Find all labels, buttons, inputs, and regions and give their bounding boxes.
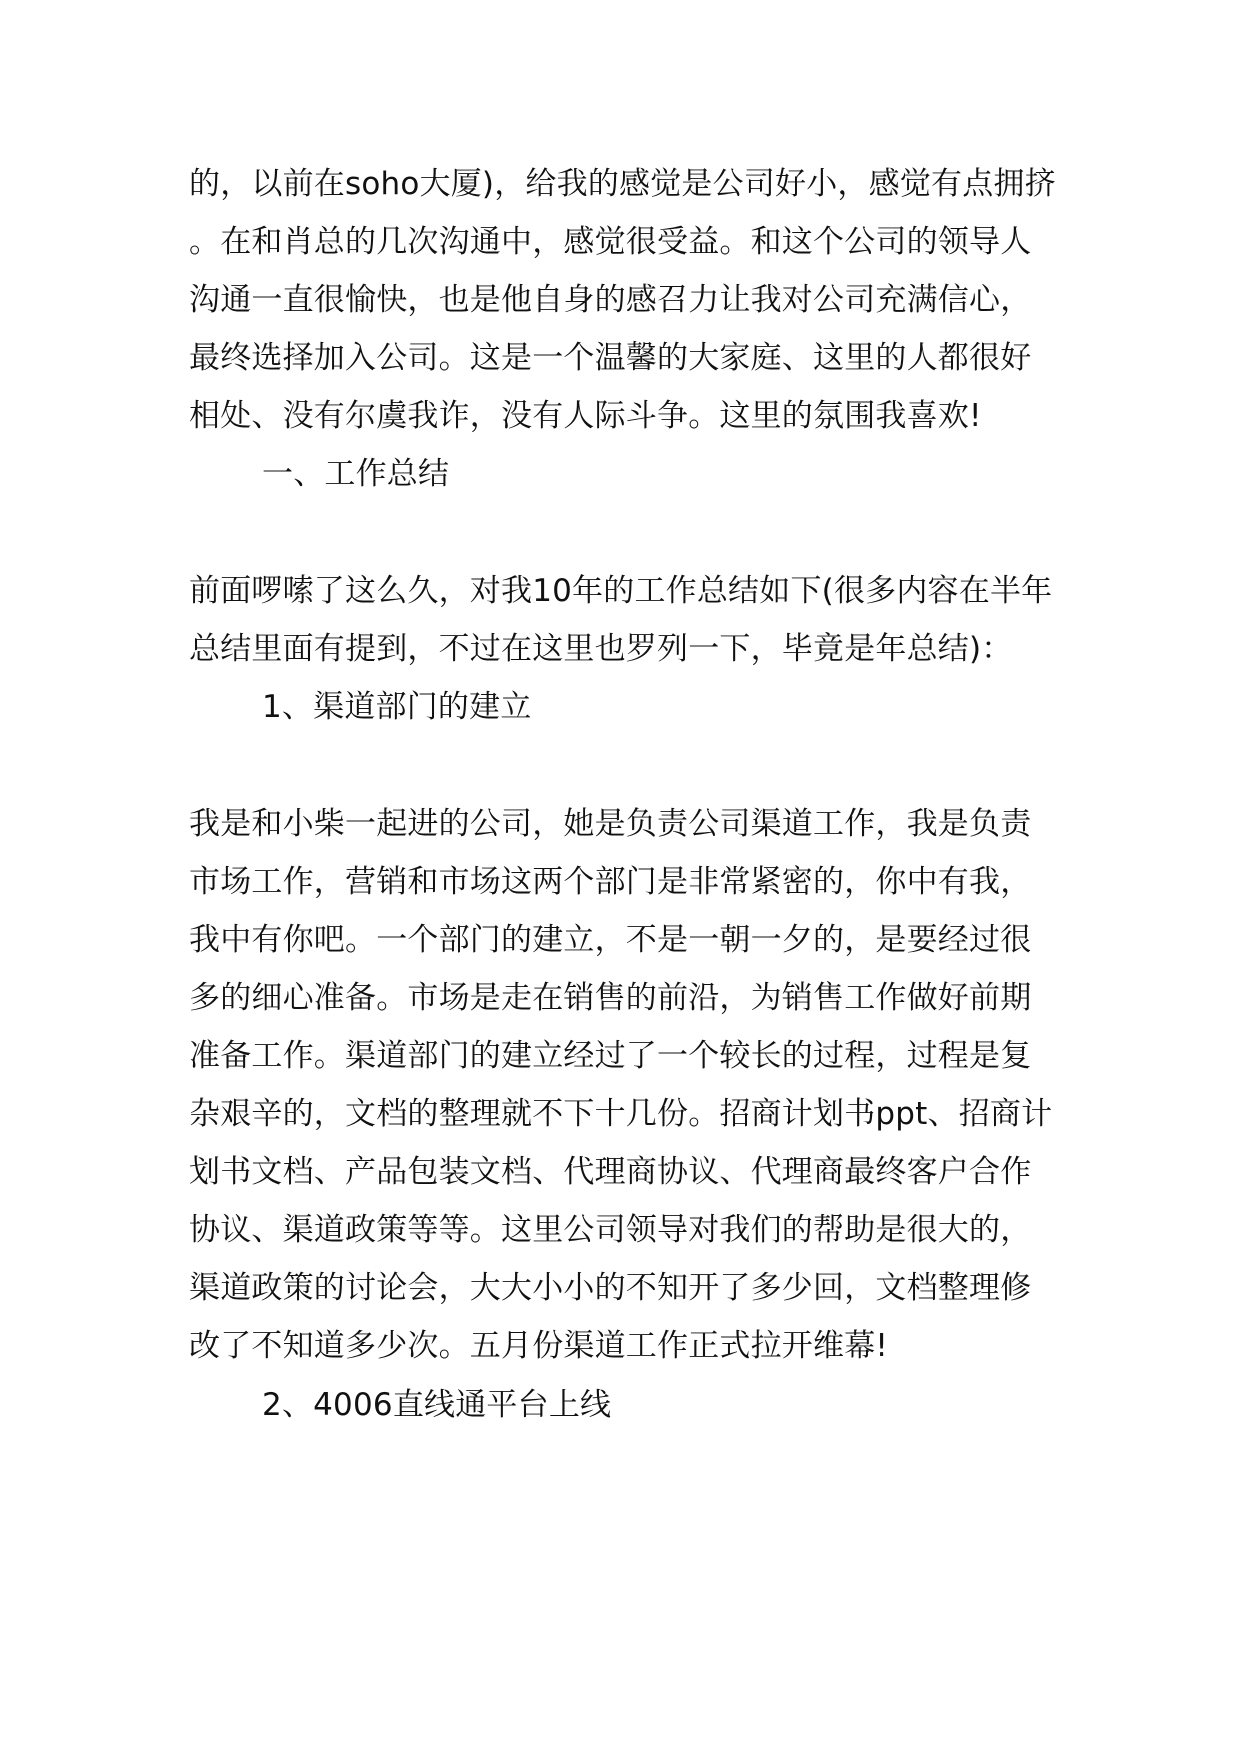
channel-line-9: 渠道政策的讨论会，大大小小的不知开了多少回，文档整理修 xyxy=(189,1270,1032,1306)
channel-line-2: 市场工作，营销和市场这两个部门是非常紧密的，你中有我， xyxy=(189,864,1032,900)
summary-line-2: 总结里面有提到，不过在这里也罗列一下，毕竟是年总结)： xyxy=(189,631,1013,667)
channel-line-3: 我中有你吧。一个部门的建立，不是一朝一夕的，是要经过很 xyxy=(189,922,1032,958)
channel-line-1: 我是和小柴一起进的公司，她是负责公司渠道工作，我是负责 xyxy=(189,806,1032,842)
intro-line-1: 的，以前在soho大厦)，给我的感觉是公司好小，感觉有点拥挤 xyxy=(189,166,1056,202)
subheading-channel-department: 1、渠道部门的建立 xyxy=(262,689,532,725)
intro-line-5: 相处、没有尔虞我诈，没有人际斗争。这里的氛围我喜欢! xyxy=(189,398,982,434)
channel-line-7: 划书文档、产品包装文档、代理商协议、代理商最终客户合作 xyxy=(189,1154,1032,1190)
intro-line-4: 最终选择加入公司。这是一个温馨的大家庭、这里的人都很好 xyxy=(189,340,1032,376)
channel-line-5: 准备工作。渠道部门的建立经过了一个较长的过程，过程是复 xyxy=(189,1038,1032,1074)
intro-line-3: 沟通一直很愉快，也是他自身的感召力让我对公司充满信心， xyxy=(189,282,1032,318)
intro-line-2: 。在和肖总的几次沟通中，感觉很受益。和这个公司的领导人 xyxy=(189,224,1032,260)
subheading-4006-platform: 2、4006直线通平台上线 xyxy=(262,1387,612,1423)
summary-line-1: 前面啰嗦了这么久，对我10年的工作总结如下(很多内容在半年 xyxy=(189,573,1053,609)
section-heading-work-summary: 一、工作总结 xyxy=(262,456,450,492)
channel-line-10: 改了不知道多少次。五月份渠道工作正式拉开维幕! xyxy=(189,1328,889,1364)
channel-line-4: 多的细心准备。市场是走在销售的前沿，为销售工作做好前期 xyxy=(189,980,1032,1016)
channel-line-8: 协议、渠道政策等等。这里公司领导对我们的帮助是很大的， xyxy=(189,1212,1032,1248)
channel-line-6: 杂艰辛的，文档的整理就不下十几份。招商计划书ppt、招商计 xyxy=(189,1096,1053,1132)
